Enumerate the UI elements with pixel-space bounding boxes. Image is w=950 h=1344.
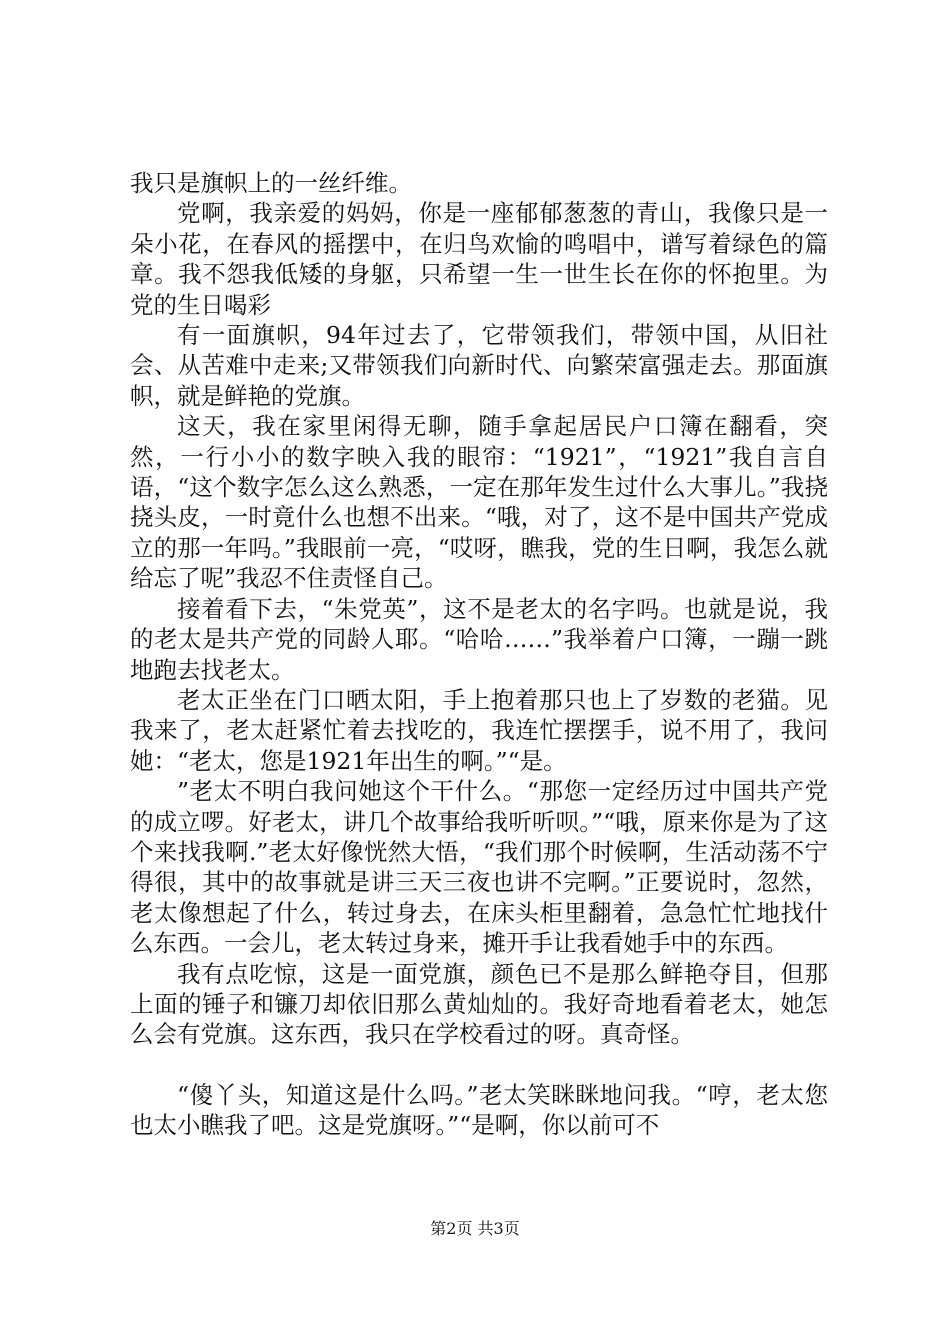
document-body [130,168,828,1141]
page-number-footer: 第2页 共3页 [430,1219,520,1238]
paragraph-5: 接着看下去，“朱党英”，这不是老太的名字吗。也就是说，我的老太是共产党的同龄人耶。“哈哈……”我举着户口簿，一蹦一跳地跑去找老太。 [130,594,828,684]
paragraph-3: 有一面旗帜，94年过去了，它带领我们，带领中国，从旧社会、从苦难中走来;又带领我们向新时代、向繁荣富强走去。那面旗帜，就是鲜艳的党旗。 [130,321,828,410]
paragraph-2: 党啊，我亲爱的妈妈，你是一座郁郁葱葱的青山，我像只是一朵小花，在春风的摇摆中，在归鸟欢愉的鸣唱中，谱写着绿色的篇章。我不怨我低矮的身躯，只希望一生一世生长在你的怀抱里。为党的生日喝彩 [130,199,828,319]
paragraph-4: 这天，我在家里闲得无聊，随手拿起居民户口簿在翻看，突然，一行小小的数字映入我的眼帘：“1921”，“1921”我自言自语，“这个数字怎么这么熟悉，一定在那年发生过什么大事儿。”我挠挠头皮，一时竟什么也想不出来。“哦，对了，这不是中国共产党成立的那一年吗。”我眼前一亮，“哎呀，瞧我，党的生日啊，我怎么就给忘了呢”我忍不住责怪自己。 [130,412,828,593]
paragraph-8: 我有点吃惊，这是一面党旗，颜色已不是那么鲜艳夺目，但那上面的锤子和镰刀却依旧那么黄灿灿的。我好奇地看着老太，她怎么会有党旗。这东西，我只在学校看过的呀。真奇怪。 [130,959,828,1049]
paragraph-6: 老太正坐在门口晒太阳，手上抱着那只也上了岁数的老猫。见我来了，老太赶紧忙着去找吃的，我连忙摆摆手，说不用了，我问她：“老太，您是1921年出生的啊。”“是。 [130,685,828,775]
paragraph-1: 我只是旗帜上的一丝纤维。 [130,169,412,197]
paragraph-7: ”老太不明白我问她这个干什么。“那您一定经历过中国共产党的成立啰。好老太，讲几个故事给我听听呗。”“哦，原来你是为了这个来找我啊.”老太好像恍然大悟，“我们那个时候啊，生活动荡不宁得很，其中的故事就是讲三天三夜也讲不完啊。”正要说时，忽然，老太像想起了什么，转过身去，在床头柜里翻着，急急忙忙地找什么东西。一会儿，老太转过身来，摊开手让我看她手中的东西。 [130,777,828,958]
paragraph-9: “傻丫头，知道这是什么吗。”老太笑眯眯地问我。“哼，老太您也太小瞧我了吧。这是党旗呀。”“是啊，你以前可不 [130,1080,828,1140]
